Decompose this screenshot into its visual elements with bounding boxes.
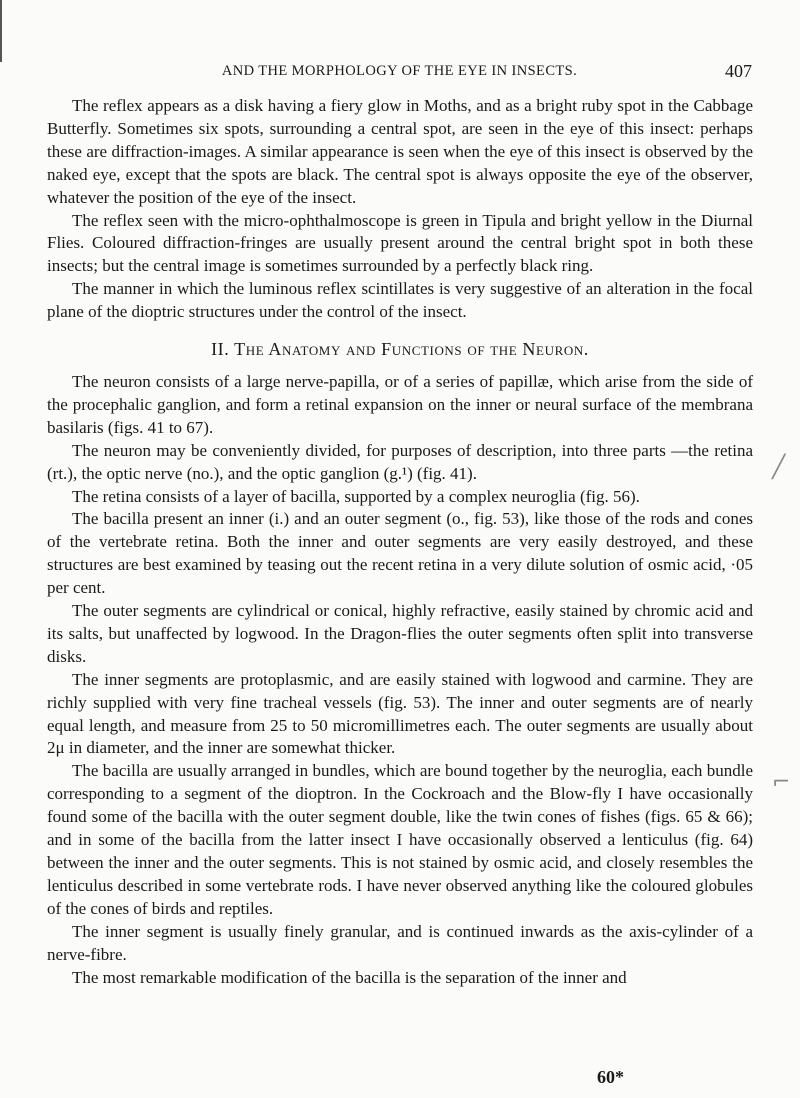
paragraph: The retina consists of a layer of bacilla, supported by a complex neuroglia (fig. 56). <box>72 486 640 506</box>
section-heading: II. The Anatomy and Functions of the Neuron. <box>211 339 589 360</box>
paragraph: The bacilla present an inner (i.) and an outer segment (o., fig. 53), like those of the rods and cones of the vertebrate retina. Both the inner and outer segments are very easily destroyed, and these structures are best examined by teasing out the recent retina in a very dilute solution of osmic acid, ·05 per cent. <box>47 509 753 598</box>
margin-pencil-mark: ⌐ <box>772 770 791 795</box>
page-edge-line <box>0 0 2 62</box>
paragraph: The reflex seen with the micro-ophthalmoscope is green in Tipula and bright yellow in the Diurnal Flies. Coloured diffraction-fringes are usually present around the central bright spot in both these insects; but the central image is sometimes surrounded by a perfectly black ring. <box>47 210 753 276</box>
paragraph: The inner segments are protoplasmic, and are easily stained with logwood and carmine. They are richly supplied with very fine tracheal vessels (fig. 53). The inner and outer segments are of nearly equal length, and measure from 25 to 50 micromillimetres each. The outer segments are usually about 2μ in diameter, and the inner are somewhat thicker. <box>47 669 753 758</box>
running-title: AND THE MORPHOLOGY OF THE EYE IN INSECTS. <box>221 63 578 79</box>
page-header <box>47 63 752 85</box>
paragraph: The manner in which the luminous reflex scintillates is very suggestive of an alteration in the focal plane of the dioptric structures under the control of the insect. <box>47 279 753 322</box>
paragraph: The inner segment is usually finely granular, and is continued inwards as the axis-cylinder of a nerve-fibre. <box>47 921 753 964</box>
page-body <box>47 95 753 989</box>
paragraph: The bacilla are usually arranged in bundles, which are bound together by the neuroglia, each bundle corresponding to a segment of the dioptron. In the Cockroach and the Blow-fly I have occasionally found some of the bacilla with the outer segment double, like the twin cones of fishes (figs. 65 & 66); and in some of the bacilla from the latter insect I have occasionally observed a lenticulus (fig. 64) between the inner and the outer segments. This is not stained by osmic acid, and closely resembles the lenticulus described in some vertebrate rods. I have never observed anything like the coloured globules of the cones of birds and reptiles. <box>47 761 753 918</box>
margin-pencil-mark: ╱ <box>772 455 786 480</box>
paragraph: The neuron consists of a large nerve-papilla, or of a series of papillæ, which arise from the side of the procephalic ganglion, and form a retinal expansion on the inner or neural surface of the membrana basilaris (figs. 41 to 67). <box>47 371 753 437</box>
page-number: 407 <box>725 61 752 81</box>
paragraph: The most remarkable modification of the bacilla is the separation of the inner and <box>72 967 627 987</box>
paragraph: The reflex appears as a disk having a fiery glow in Moths, and as a bright ruby spot in the Cabbage Butterfly. Sometimes six spots, surrounding a central spot, are seen in the eye of this insect: perhaps these are diffraction-images. A similar appearance is seen when the eye of this insect is observed by the naked eye, except that the spots are black. The central spot is always opposite the eye of the observer, whatever the position of the eye of the insect. <box>47 96 753 207</box>
paragraph: The neuron may be conveniently divided, for purposes of description, into three parts —the retina (rt.), the optic nerve (no.), and the optic ganglion (g.¹) (fig. 41). <box>47 440 753 483</box>
paragraph: The outer segments are cylindrical or conical, highly refractive, easily stained by chromic acid and its salts, but unaffected by logwood. In the Dragon-flies the outer segments often split into transverse disks. <box>47 601 753 666</box>
signature-mark: 60* <box>597 1067 624 1087</box>
